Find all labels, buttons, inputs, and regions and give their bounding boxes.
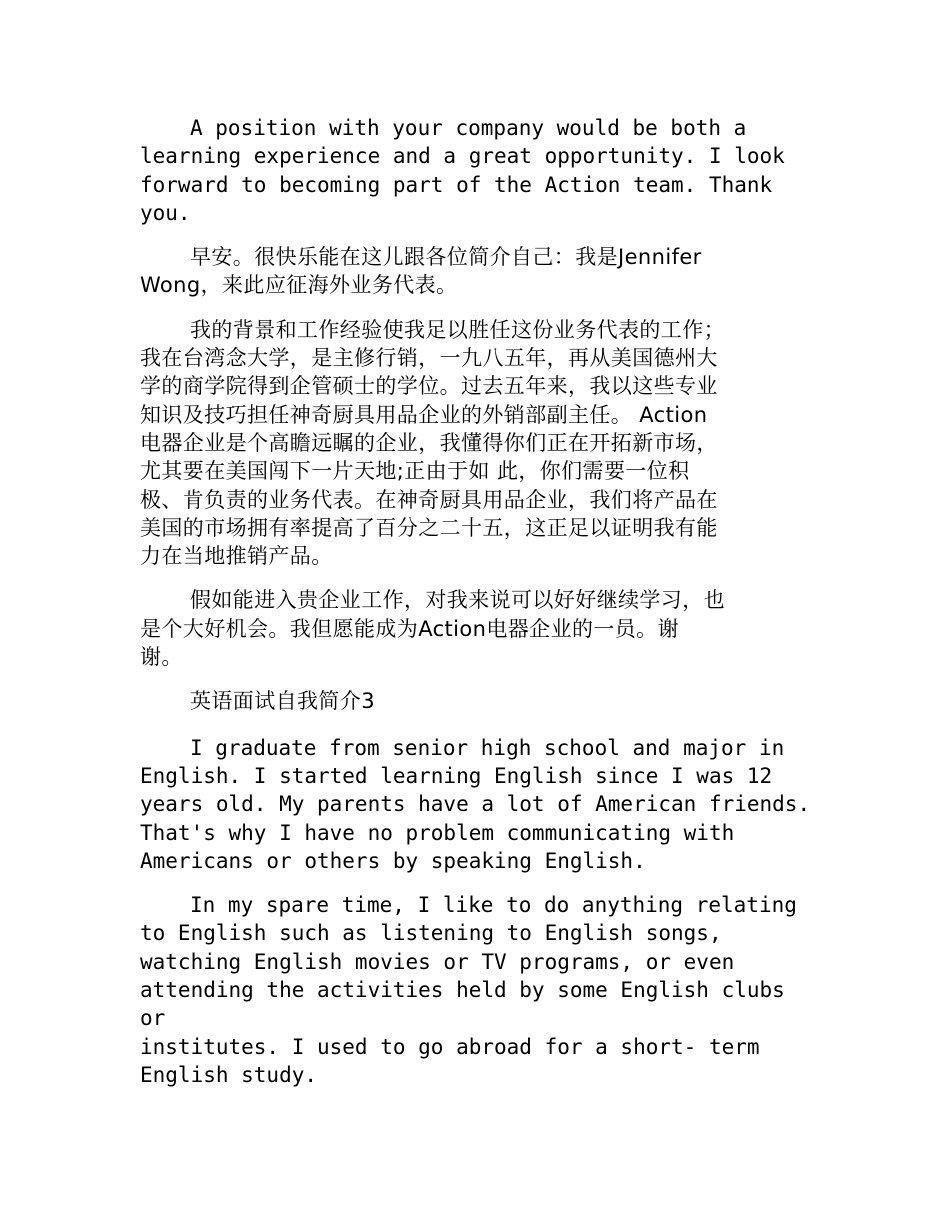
paragraph-chinese-greeting: 早安。很快乐能在这儿跟各位简介自己：我是Jennifer Wong，来此应征海外业务代表。 <box>140 245 702 298</box>
paragraph-chinese-background: 我的背景和工作经验使我足以胜任这份业务代表的工作； 我在台湾念大学，是主修行销，一九八五年，再从美国德州大 学的商学院得到企管硕士的学位。过去五年来，我以这些专业 知识及技巧担任神奇厨具用品企业的外销部副主任。 Action 电器企业是个高瞻远瞩的企业，我懂得你们正在开拓新市场， 尤其要在美国闯下一片天地;正由于如 此，你们需要一位积 极、肯负责的业务代表。在神奇厨具用品企业，我们将产品在 美国的市场拥有率提高了百分之二十五，这正足以证明我有能 力在当地推销产品。 <box>140 317 725 569</box>
paragraph-english-hobbies: In my spare time, I like to do anything relating to English such as listening to English songs, watching English movies or TV programs, or even attending the activities held by some English clubs or institutes. I used to go abroad for a short- term English study. <box>140 893 797 1087</box>
document-body <box>140 114 815 1105</box>
paragraph-english-closing: A position with your company would be both a learning experience and a great opportunity. I look forward to becoming part of the Action team. Thank you. <box>140 116 785 225</box>
section-heading: 英语面试自我简介3 <box>190 689 375 714</box>
paragraph-english-education: I graduate from senior high school and major in English. I started learning English since I was 12 years old. My parents have a lot of American friends. That's why I have no problem communicating with Americans or others by speaking English. <box>140 735 811 873</box>
paragraph-chinese-closing: 假如能进入贵企业工作，对我来说可以好好继续学习，也 是个大好机会。我但愿能成为Action电器企业的一员。谢 谢。 <box>140 588 725 670</box>
